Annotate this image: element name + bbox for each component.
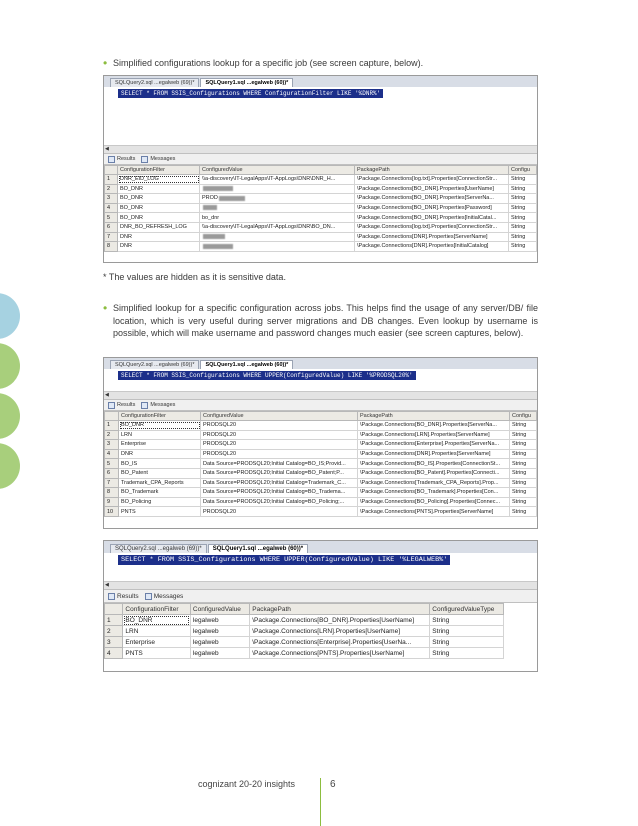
redaction-blur bbox=[203, 186, 233, 191]
tab-messages[interactable]: Messages bbox=[145, 593, 184, 600]
grid-icon bbox=[108, 593, 115, 600]
query-tabs bbox=[104, 358, 537, 369]
horizontal-scrollbar[interactable] bbox=[104, 145, 537, 153]
bullet-dot-icon: • bbox=[103, 56, 108, 70]
table-row[interactable]: 7 Trademark_CPA_Reports Data Source=PRODSQL20;Initial Catalog=Trademark_C... \Package.Connections[Trademark_CPA_Reports].Prop... String bbox=[105, 478, 537, 488]
results-grid bbox=[104, 411, 537, 517]
bullet-2-text: Simplified lookup for a specific configuration across jobs. This helps find the usage of any server/DB/ file location, which is very useful during server migrations and DB changes. Even lookup by username is possible, which will make username and password changes much easier (see screen captures, below). bbox=[113, 303, 538, 338]
results-tabs bbox=[104, 153, 537, 165]
table-row[interactable]: 10 PNTS PRODSQL20 \Package.Connections[PNTS].Properties[ServerName] String bbox=[105, 507, 537, 517]
table-row[interactable]: 5 BO_DNR bo_dnr \Package.Connections[BO_DNR].Properties[InitialCatal... String bbox=[105, 213, 537, 223]
col-header[interactable]: ConfiguredValue bbox=[200, 166, 355, 175]
query-text: SELECT * FROM SSIS_Configurations WHERE UPPER(ConfiguredValue) LIKE '%LEGALWEB%' bbox=[118, 555, 450, 565]
table-row[interactable]: 1 BO_DNR legalweb \Package.Connections[BO_DNR].Properties[UserName] String bbox=[105, 615, 504, 626]
table-row[interactable]: 1 DNR_EID_LOG \\a-discovery\IT-LegalApps\IT-AppLogs\DNR\DNR_H... \Package.Connections[log.txt].Properties[ConnectionStr... String bbox=[105, 175, 537, 185]
col-header[interactable]: ConfigurationFilter bbox=[119, 412, 201, 421]
table-row[interactable]: 6 DNR_BO_REFRESH_LOG \\a-discovery\IT-LegalApps\IT-AppLogs\DNR\BO_DN... \Package.Connections[log.txt].Properties[ConnectionStr... String bbox=[105, 222, 537, 232]
scroll-left-icon[interactable]: ◀ bbox=[105, 392, 109, 398]
table-row[interactable]: 2 BO_DNR \Package.Connections[BO_DNR].Properties[UserName] String bbox=[105, 184, 537, 194]
corner-header bbox=[105, 412, 119, 421]
corner-header bbox=[105, 604, 123, 615]
redaction-blur bbox=[203, 205, 217, 210]
col-header[interactable]: ConfiguredValue bbox=[190, 604, 249, 615]
table-row[interactable]: 2 LRN legalweb \Package.Connections[LRN].Properties[UserName] String bbox=[105, 626, 504, 637]
redacted-cell: PROD bbox=[200, 194, 355, 204]
results-tabs bbox=[104, 589, 537, 603]
table-row[interactable]: 7 DNR \Package.Connections[DNR].Properties[ServerName] String bbox=[105, 232, 537, 242]
redaction-blur bbox=[203, 234, 225, 239]
tab-results[interactable]: Results bbox=[108, 593, 139, 600]
tab-results[interactable]: Results bbox=[108, 402, 135, 409]
footer-divider bbox=[320, 778, 321, 826]
query-tabs bbox=[104, 541, 537, 553]
page-number: 6 bbox=[330, 779, 336, 790]
scroll-left-icon[interactable]: ◀ bbox=[105, 146, 109, 152]
query-text: SELECT * FROM SSIS_Configurations WHERE UPPER(ConfiguredValue) LIKE '%PRODSQL20%' bbox=[118, 371, 416, 380]
decorative-circle-green-2 bbox=[0, 393, 20, 439]
tab-sqlquery1[interactable]: SQLQuery1.sql ...egalweb (60))* bbox=[200, 78, 293, 87]
table-row[interactable]: 4 DNR PRODSQL20 \Package.Connections[DNR].Properties[ServerName] String bbox=[105, 449, 537, 459]
col-header[interactable]: Configu bbox=[510, 412, 537, 421]
tab-messages[interactable]: Messages bbox=[141, 156, 175, 163]
grid-icon bbox=[108, 402, 115, 409]
query-text: SELECT * FROM SSIS_Configurations WHERE ConfigurationFilter LIKE '%DNR%' bbox=[118, 89, 383, 98]
grid-icon bbox=[108, 156, 115, 163]
redacted-cell bbox=[200, 232, 355, 242]
screenshot-3 bbox=[103, 540, 538, 672]
tab-sqlquery2[interactable]: SQLQuery2.sql ...egalweb (69))* bbox=[110, 78, 199, 87]
redacted-cell bbox=[200, 184, 355, 194]
table-row[interactable]: 1 BO_DNR PRODSQL20 \Package.Connections[BO_DNR].Properties[ServerNa... String bbox=[105, 421, 537, 431]
tab-sqlquery2[interactable]: SQLQuery2.sql ...egalweb (69))* bbox=[110, 544, 207, 553]
col-header[interactable]: ConfigurationFilter bbox=[118, 166, 200, 175]
table-row[interactable]: 3 Enterprise legalweb \Package.Connections[Enterprise].Properties[UserNa... String bbox=[105, 637, 504, 648]
messages-icon bbox=[141, 402, 148, 409]
sensitive-data-note: * The values are hidden as it is sensitive data. bbox=[103, 272, 286, 282]
redaction-blur bbox=[203, 244, 233, 249]
table-row[interactable]: 4 BO_DNR \Package.Connections[BO_DNR].Properties[Password] String bbox=[105, 203, 537, 213]
redaction-blur bbox=[219, 196, 245, 201]
table-row[interactable]: 6 BO_Patent Data Source=PRODSQL20;Initial Catalog=BO_Patent;P... \Package.Connections[BO_Patent].Properties[Connecti... String bbox=[105, 468, 537, 478]
col-header[interactable]: ConfiguredValueType bbox=[430, 604, 504, 615]
messages-icon bbox=[141, 156, 148, 163]
redacted-cell bbox=[200, 242, 355, 252]
bullet-dot-icon: • bbox=[103, 301, 108, 315]
bullet-1-text: Simplified configurations lookup for a specific job (see screen capture, below). bbox=[113, 58, 424, 68]
footer-brand: cognizant 20-20 insights bbox=[198, 779, 296, 789]
table-row[interactable]: 2 LRN PRODSQL20 \Package.Connections[LRN].Properties[ServerName] String bbox=[105, 430, 537, 440]
col-header[interactable]: ConfiguredValue bbox=[201, 412, 358, 421]
col-header[interactable]: PackagePath bbox=[250, 604, 430, 615]
table-row[interactable]: 8 DNR \Package.Connections[DNR].Properties[InitialCatalog] String bbox=[105, 242, 537, 252]
scroll-left-icon[interactable]: ◀ bbox=[105, 582, 109, 588]
messages-icon bbox=[145, 593, 152, 600]
redacted-cell bbox=[200, 203, 355, 213]
decorative-circle-green-3 bbox=[0, 443, 20, 489]
screenshot-1 bbox=[103, 75, 538, 263]
table-row[interactable]: 4 PNTS legalweb \Package.Connections[PNTS].Properties[UserName] String bbox=[105, 648, 504, 659]
table-row[interactable]: 9 BO_Policing Data Source=PRODSQL20;Initial Catalog=BO_Policing;... \Package.Connections[BO_Policing].Properties[Connec... String bbox=[105, 497, 537, 507]
tab-messages[interactable]: Messages bbox=[141, 402, 175, 409]
query-editor[interactable] bbox=[104, 369, 537, 399]
results-tabs bbox=[104, 399, 537, 411]
col-header[interactable]: Configu bbox=[509, 166, 537, 175]
query-editor[interactable] bbox=[104, 87, 537, 153]
col-header[interactable]: PackagePath bbox=[355, 166, 509, 175]
horizontal-scrollbar[interactable] bbox=[104, 581, 537, 589]
results-grid bbox=[104, 603, 504, 659]
table-row[interactable]: 8 BO_Trademark Data Source=PRODSQL20;Initial Catalog=BO_Tradema... \Package.Connections[BO_Trademark].Properties[Con... String bbox=[105, 488, 537, 498]
decorative-circle-green-1 bbox=[0, 343, 20, 389]
table-row[interactable]: 5 BO_IS Data Source=PRODSQL20;Initial Catalog=BO_IS;Provid... \Package.Connections[BO_IS].Properties[ConnectionSt... String bbox=[105, 459, 537, 469]
corner-header bbox=[105, 166, 118, 175]
bullet-paragraph-2 bbox=[103, 301, 538, 340]
table-row[interactable]: 3 Enterprise PRODSQL20 \Package.Connections[Enterprise].Properties[ServerNa... String bbox=[105, 440, 537, 450]
tab-sqlquery1[interactable]: SQLQuery1.sql ...egalweb (60))* bbox=[208, 544, 308, 553]
horizontal-scrollbar[interactable] bbox=[104, 391, 537, 399]
table-row[interactable]: 3 BO_DNR PROD \Package.Connections[BO_DNR].Properties[ServerNa... String bbox=[105, 194, 537, 204]
query-tabs bbox=[104, 76, 537, 87]
results-grid bbox=[104, 165, 537, 252]
tab-sqlquery1[interactable]: SQLQuery1.sql ...egalweb (60))* bbox=[200, 360, 293, 369]
tab-results[interactable]: Results bbox=[108, 156, 135, 163]
bullet-paragraph-1 bbox=[103, 56, 543, 70]
col-header[interactable]: PackagePath bbox=[358, 412, 510, 421]
screenshot-2 bbox=[103, 357, 538, 529]
tab-sqlquery2[interactable]: SQLQuery2.sql ...egalweb (69))* bbox=[110, 360, 199, 369]
query-editor[interactable] bbox=[104, 553, 537, 589]
col-header[interactable]: ConfigurationFilter bbox=[123, 604, 191, 615]
decorative-circle-blue bbox=[0, 293, 20, 339]
